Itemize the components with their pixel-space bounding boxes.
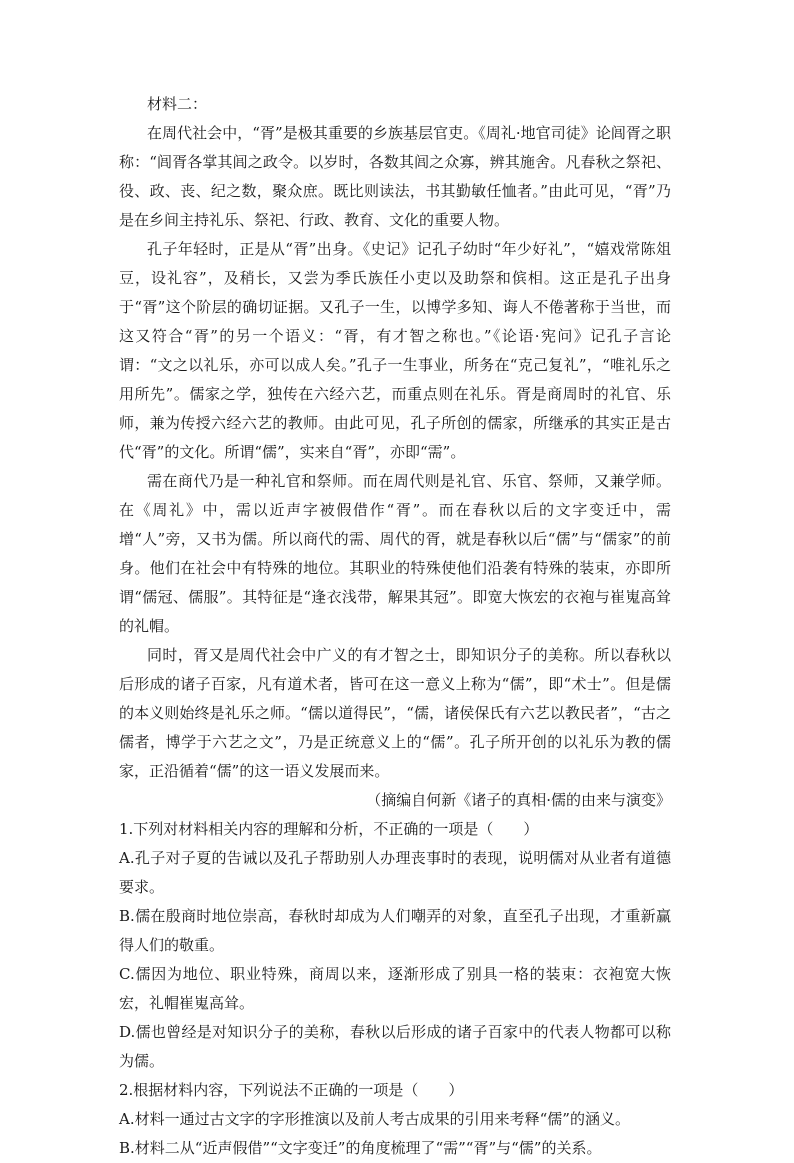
material-source: （摘编自何新《诸子的真相·儒的由来与演变》 xyxy=(366,791,671,809)
material-paragraph-4: 同时，胥又是周代社会中广义的有才智之士，即知识分子的美称。所以春秋以后形成的诸子百家，凡有道术者，皆可在这一意义上称为“儒”，即“术士”。但是儒的本义则始终是礼乐之师。“儒以道得民”，“儒，诸侯保氏有六艺以教民者”，“古之儒者，博学于六艺之文”，乃是正统意义上的“儒”。孔子所开创的以礼乐为教的儒家，正沿循着“儒”的这一语义发展而来。 xyxy=(119,646,671,780)
question-1-option-a: A.孔子对子夏的告诫以及孔子帮助别人办理丧事时的表现，说明儒对从业者有道德要求。 xyxy=(119,849,671,896)
question-1-option-c: C.儒因为地位、职业特殊，商周以来，逐渐形成了别具一格的装束：衣袍宽大恢宏，礼帽崔嵬高耸。 xyxy=(119,965,671,1012)
question-1-option-d: D.儒也曾经是对知识分子的美称，春秋以后形成的诸子百家中的代表人物都可以称为儒。 xyxy=(119,1023,671,1070)
material-paragraph-2: 孔子年轻时，正是从“胥”出身。《史记》记孔子幼时“年少好礼”，“嬉戏常陈俎豆，设礼容”，及稍长，又尝为季氏族任小吏以及助祭和傧相。这正是孔子出身于“胥”这个阶层的确切证据。又孔子一生，以博学多知、诲人不倦著称于当世，而这又符合“胥”的另一个语义：“胥，有才智之称也。”《论语·宪问》记孔子言论谓：“文之以礼乐，亦可以成人矣。”孔子一生事业，所务在“克己复礼”，“唯礼乐之用所先”。儒家之学，独传在六经六艺，而重点则在礼乐。胥是商周时的礼官、乐师，兼为传授六经六艺的教师。由此可见，孔子所创的儒家，所继承的其实正是古代“胥”的文化。所谓“儒”，实来自“胥”，亦即“需”。 xyxy=(119,240,671,461)
question-2-stem: 2.根据材料内容，下列说法不正确的一项是（ ） xyxy=(119,1081,464,1099)
question-2-option-a: A.材料一通过古文字的字形推演以及前人考古成果的引用来考释“儒”的涵义。 xyxy=(119,1110,630,1128)
material-paragraph-3: 需在商代乃是一种礼官和祭师。而在周代则是礼官、乐官、祭师，又兼学师。在《周礼》中，需以近声字被假借作“胥”。而在春秋以后的文字变迁中，需增“人”旁，又书为儒。所以商代的需、周代的胥，就是春秋以后“儒”与“儒家”的前身。他们在社会中有特殊的地位。其职业的特殊使他们沿袭有特殊的装束，亦即所谓“儒冠、儒服”。其特征是“逢衣浅带，解果其冠”。即宽大恢宏的衣袍与崔嵬高耸的礼帽。 xyxy=(119,472,671,635)
document-page xyxy=(119,90,671,1163)
material-heading: 材料二： xyxy=(147,95,208,113)
material-paragraph-1: 在周代社会中，“胥”是极其重要的乡族基层官吏。《周礼·地官司徒》论闾胥之职称：“闾胥各掌其闾之政令。以岁时，各数其闾之众寡，辨其施舍。凡春秋之祭祀、役、政、丧、纪之数，聚众庶。既比则读法，书其勤敏任恤者。”由此可见，“胥”乃是在乡间主持礼乐、祭祀、行政、教育、文化的重要人物。 xyxy=(119,124,671,229)
question-1-option-b: B.儒在殷商时地位崇高，春秋时却成为人们嘲弄的对象，直至孔子出现，才重新赢得人们的敬重。 xyxy=(119,907,671,954)
question-2-option-b: B.材料二从“近声假借”“文字变迁”的角度梳理了“需”“胥”与“儒”的关系。 xyxy=(119,1139,602,1157)
question-1-stem: 1.下列对材料相关内容的理解和分析，不正确的一项是（ ） xyxy=(119,820,539,838)
